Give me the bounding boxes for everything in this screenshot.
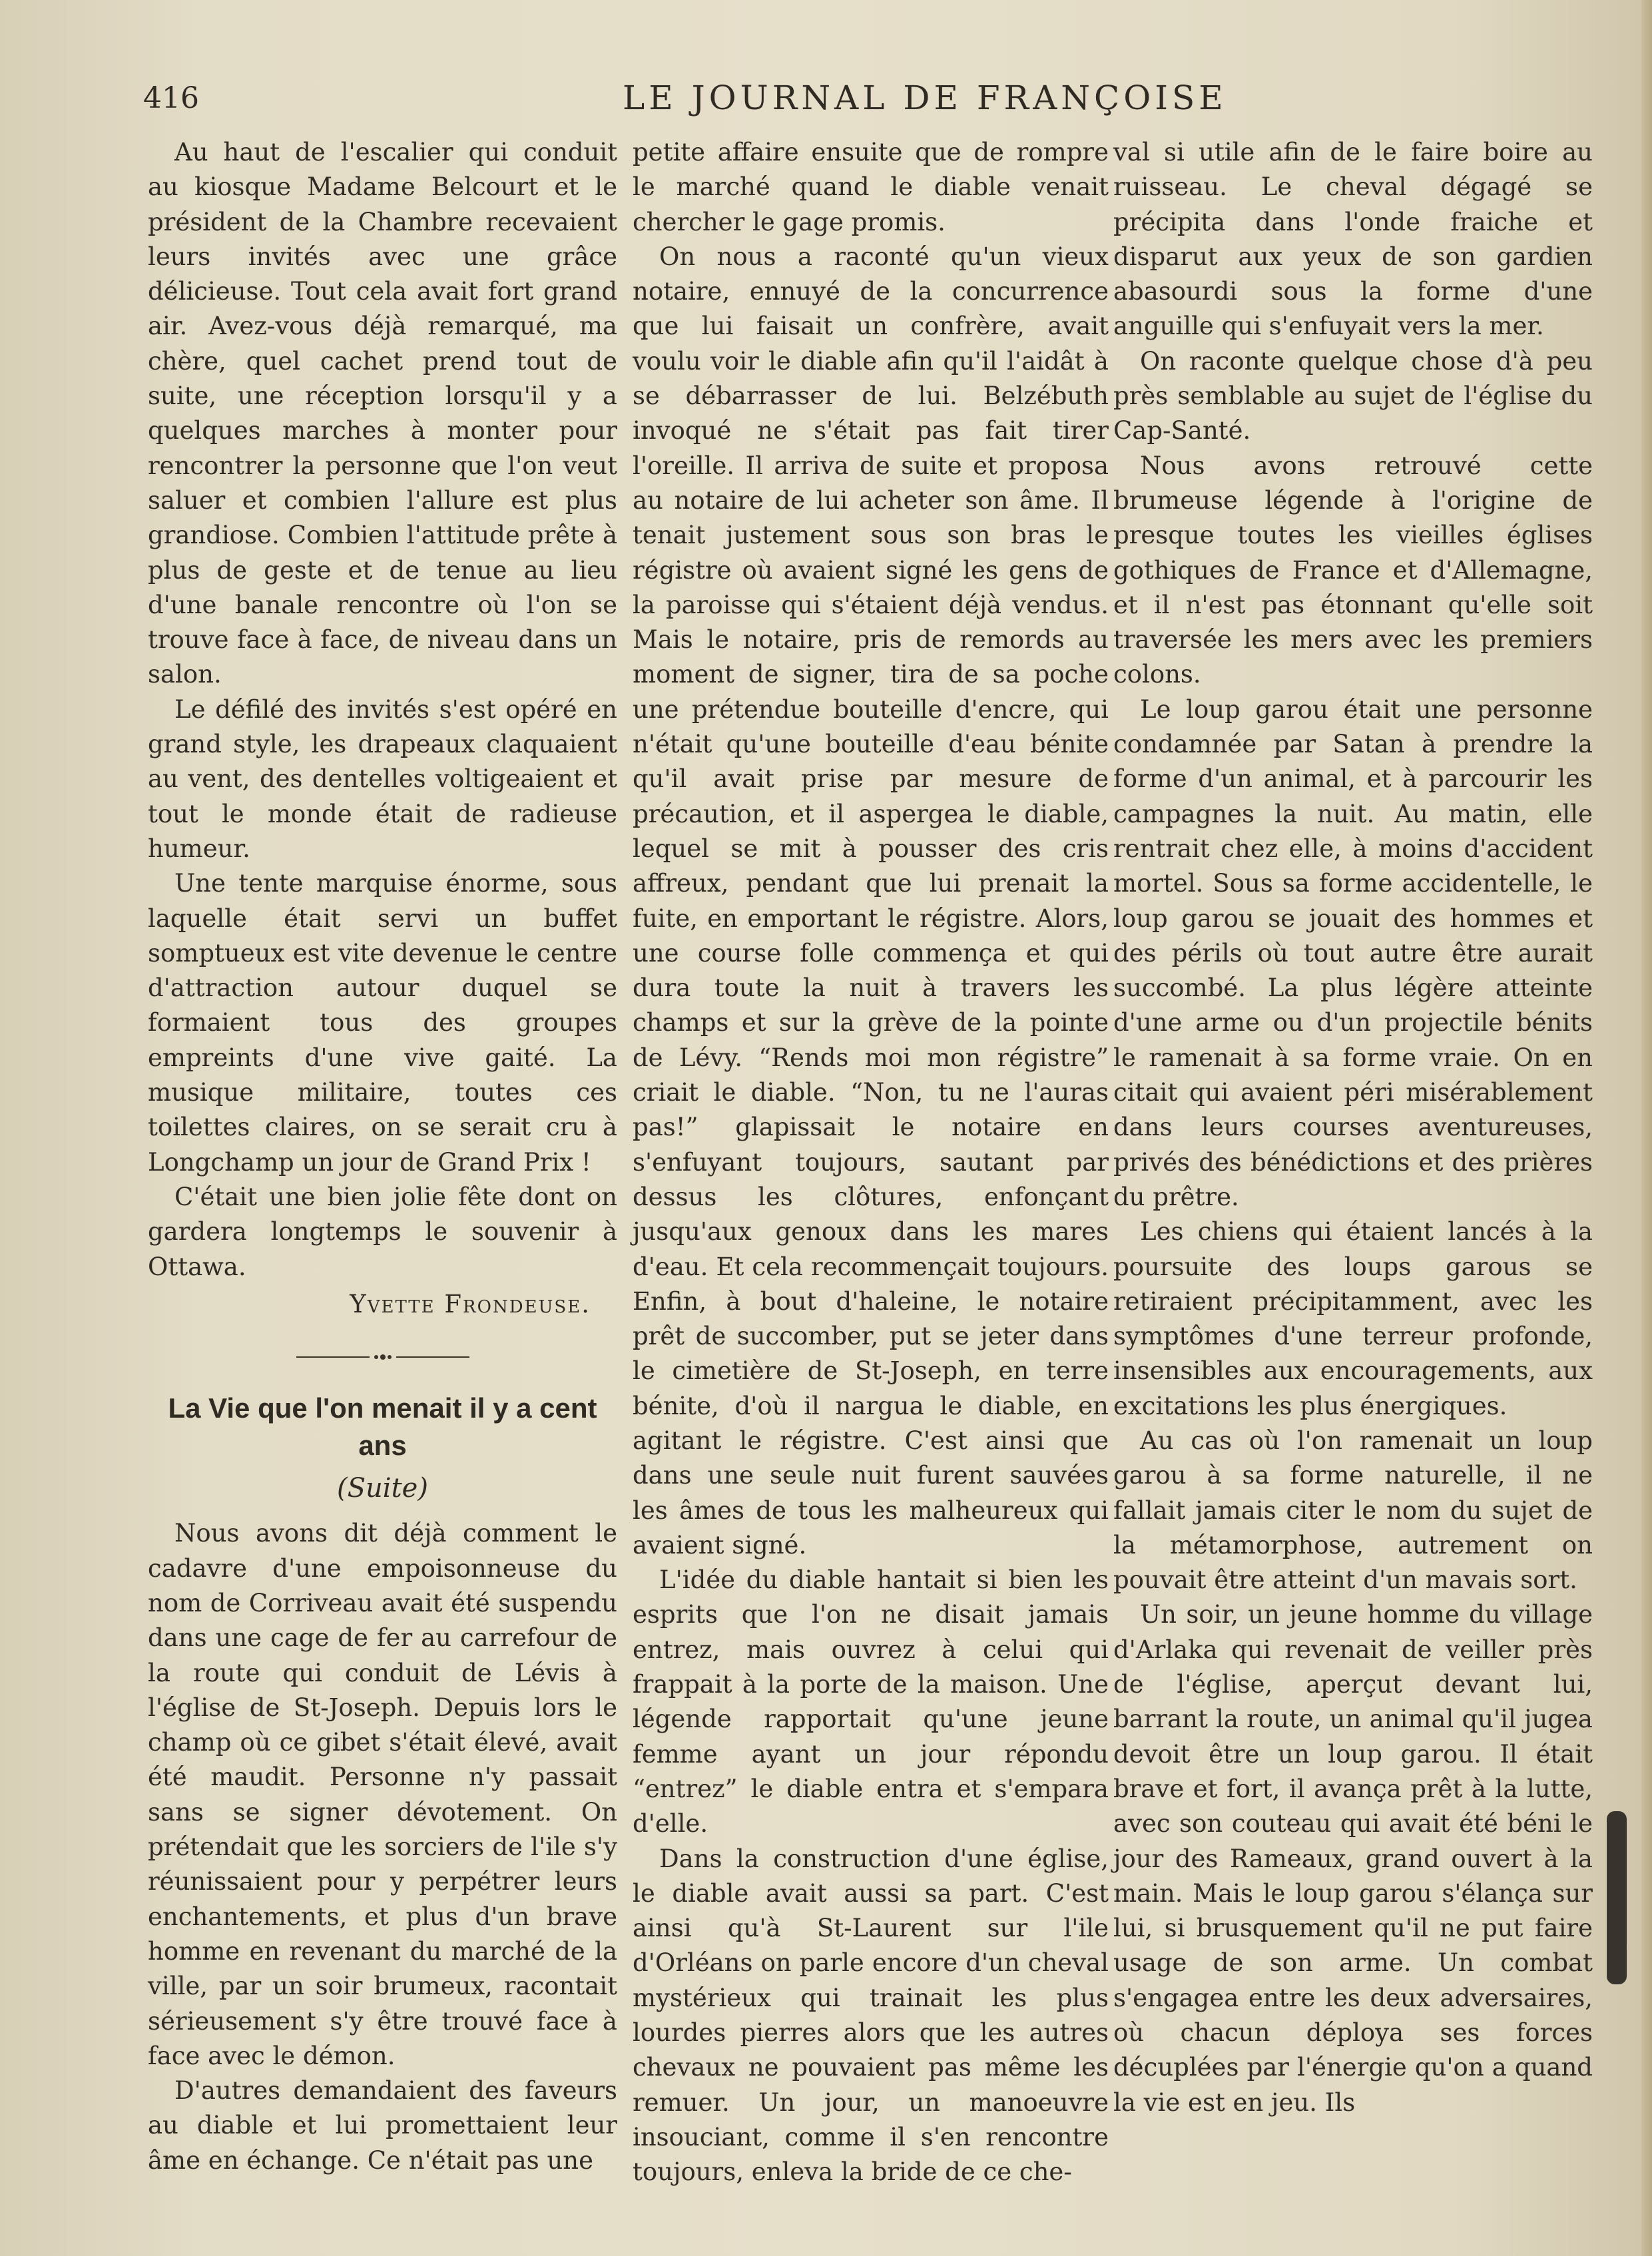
paragraph: Une tente marquise énorme, sous laquelle était servi un buffet somptueux est vite devenue le centre d'attraction autour duquel se formaient tous des groupes empreints d'une vive gaité. La musique militaire, toutes ces toilettes claires, on se serait cru à Longchamp un jour de Grand Prix ! [148,869,617,1177]
ink-stain [1607,1811,1627,1984]
paragraph: Au cas où l'on ramenait un loup garou à sa forme naturelle, il ne fallait jamais citer le nom du sujet de la métamorphose, autrement on pouvait être atteint d'un mavais sort. [1113,1426,1593,1595]
author-signature: Yvette Frondeuse. [350,1289,591,1318]
column-left [148,135,617,2178]
paragraph: Les chiens qui étaient lancés à la poursuite des loups garous se retiraient précipitamment, avec les symptômes d'une terreur profonde, insensibles aux encouragements, aux excitations les plus énergiques. [1113,1217,1593,1420]
page-edge [1641,0,1652,2256]
ornament-divider-icon [296,1350,469,1364]
journal-title: LE JOURNAL DE FRANÇOISE [623,79,1227,117]
paragraph: Dans la construction d'une église, le diable avait aussi sa part. C'est ainsi qu'à St-Laurent sur l'ile d'Orléans on parle encore d'un cheval mystérieux qui trainait les plus lourdes pierres alors que les autres chevaux ne pouvaient pas même les remuer. Un jour, un manoeuvre insouciant, comme il s'en rencontre toujours, enleva la bride de ce che- [633,1844,1109,2187]
page-number: 416 [143,81,199,115]
paragraph: On raconte quelque chose d'à peu près semblable au sujet de l'église du Cap-Santé. [1113,346,1593,445]
paragraph: Un soir, un jeune homme du village d'Arlaka qui revenait de veiller près de l'église, aperçut devant lui, barrant la route, un animal qu'il jugea devoit être un loup garou. Il était brave et fort, il avança prêt à la lutte, avec son couteau qui avait été béni le jour des Rameaux, grand ouvert à la main. Mais le loup garou s'élança sur lui, si brusquement qu'il ne put faire usage de son arme. Un combat s'engagea entre les deux adversaires, où chacun déploya ses forces décuplées par l'énergie qu'on a quand la vie est en jeu. Ils [1113,1600,1593,2117]
paragraph: C'était une bien jolie fête dont on gardera longtemps le souvenir à Ottawa. [148,1182,617,1281]
paragraph: L'idée du diable hantait si bien les esprits que l'on ne disait jamais entrez, mais ouvrez à celui qui frappait à la porte de la maison. Une légende rapportait qu'une jeune femme ayant un jour répondu “entrez” le diable entra et s'empara d'elle. [633,1565,1109,1838]
paragraph: Nous avons retrouvé cette brumeuse légende à l'origine de presque toutes les vieilles églises gothiques de France et d'Allemagne, et il n'est pas étonnant qu'elle soit traversée les mers avec les premiers colons. [1113,451,1593,689]
article-title: La Vie que l'on menait il y a cent ans [168,1392,597,1462]
paragraph: On nous a raconté qu'un vieux notaire, ennuyé de la concurrence que lui faisait un confrère, avait voulu voir le diable afin qu'il l'aidât à se débarrasser de lui. Belzébuth invoqué ne s'était pas fait tirer l'oreille. Il arriva de suite et proposa au notaire de lui acheter son âme. Il tenait justement sous son bras le régistre où avaient signé les gens de la paroisse qui s'étaient déjà vendus. Mais le notaire, pris de remords au moment de signer, tira de sa poche une prétendue bouteille d'encre, qui n'était qu'une bouteille d'eau bénite qu'il avait prise par mesure de précaution, et il aspergea le diable, lequel se mit à pousser des cris affreux, pendant que lui prenait la fuite, en emportant le régistre. Alors, une course folle commença et qui dura toute la nuit à travers les champs et sur la grève de la pointe de Lévy. “Rends moi mon régistre” criait le diable. “Non, tu ne l'auras pas!” glapissait le notaire en s'enfuyant toujours, sautant par dessus les clôtures, enfonçant jusqu'aux genoux dans les mares d'eau. Et cela recommençait toujours. Enfin, à bout d'haleine, le notaire prêt de succomber, put se jeter dans le cimetière de St-Joseph, en terre bénite, d'où il nargua le diable, en agitant le régistre. C'est ainsi que dans une seule nuit furent sauvées les âmes de tous les malheureux qui avaient signé. [633,242,1109,1559]
paragraph: D'autres demandaient des faveurs au diable et lui promettaient leur âme en échange. Ce n'était pas une [148,2076,617,2175]
paragraph: val si utile afin de le faire boire au ruisseau. Le cheval dégagé se précipita dans l'onde fraiche et disparut aux yeux de son gardien abasourdi sous la forme d'une anguille qui s'enfuyait vers la mer. [1113,138,1593,341]
paragraph: Au haut de l'escalier qui conduit au kiosque Madame Belcourt et le président de la Chambre recevaient leurs invités avec une grâce délicieuse. Tout cela avait fort grand air. Avez-vous déjà remarqué, ma chère, quel cachet prend tout de suite, une réception lorsqu'il y a quelques marches à monter pour rencontrer la personne que l'on veut saluer et combien l'allure est plus grandiose. Combien l'attitude prête à plus de geste et de tenue au lieu d'une banale rencontre où l'on se trouve face à face, de niveau dans un salon. [148,138,617,689]
paragraph: Le défilé des invités s'est opéré en grand style, les drapeaux claquaient au vent, des dentelles voltigeaient et tout le monde était de radieuse humeur. [148,695,617,863]
section-divider [148,1347,617,1367]
paragraph: Nous avons dit déjà comment le cadavre d'une empoisonneuse du nom de Corriveau avait été suspendu dans une cage de fer au carrefour de la route qui conduit de Lévis à l'église de St-Joseph. Depuis lors le champ où ce gibet s'était élevé, avait été maudit. Personne n'y passait sans se signer dévotement. On prétendait que les sorciers de l'ile s'y réunissaient pour y perpétrer leurs enchantements, et plus d'un brave homme en revenant du marché de la ville, par un soir brumeux, racontait sérieusement s'y être trouvé face à face avec le démon. [148,1519,617,2070]
page-header [143,79,1612,125]
column-middle [633,135,1109,2190]
paragraph: Le loup garou était une personne condamnée par Satan à prendre la forme d'un animal, et à parcourir les campagnes la nuit. Au matin, elle rentrait chez elle, à moins d'accident mortel. Sous sa forme accidentelle, le loup garou se jouait des hommes et des périls où tout autre être aurait succombé. La plus légère atteinte d'une arme ou d'un projectile bénits le ramenait à sa forme vraie. On en citait qui avaient péri misérablement dans leurs courses aventureuses, privés des bénédictions et des prières du prêtre. [1113,695,1593,1211]
column-right [1113,135,1593,2120]
article-subtitle: (Suite) [337,1473,428,1504]
paragraph: petite affaire ensuite que de rompre le marché quand le diable venait chercher le gage promis. [633,138,1109,236]
